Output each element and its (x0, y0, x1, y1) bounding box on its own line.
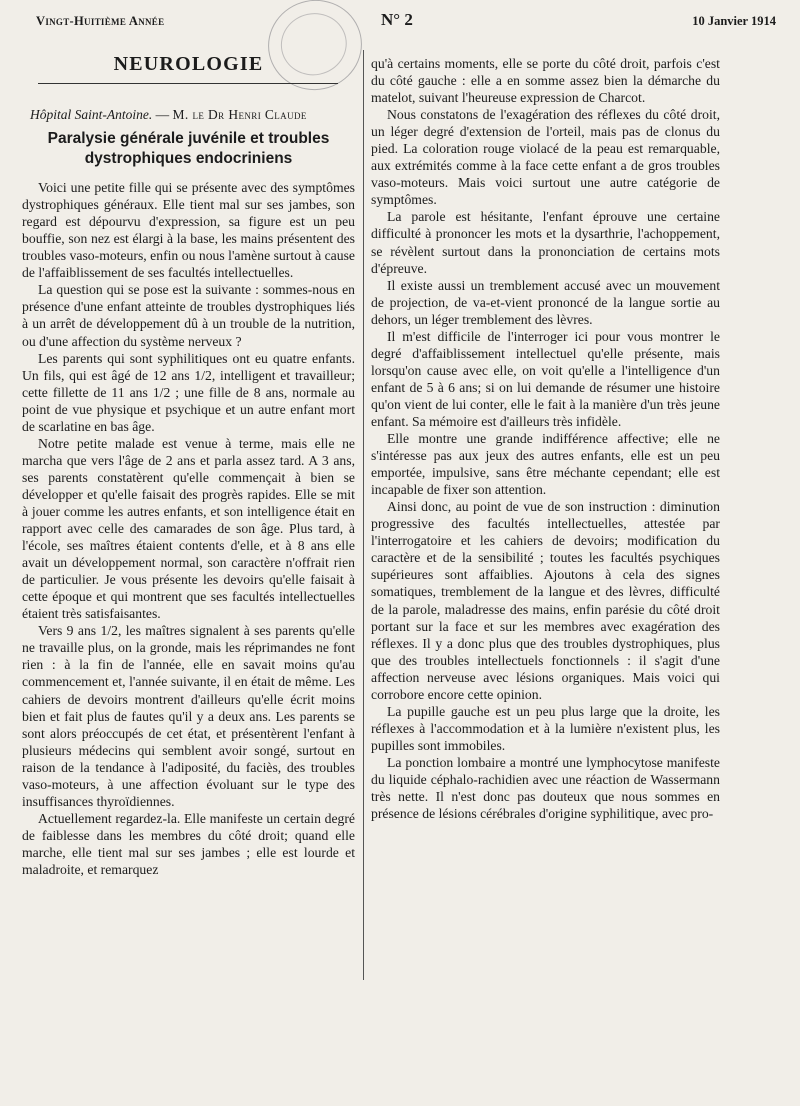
right-column (371, 55, 720, 1085)
issue-date: 10 Janvier 1914 (692, 14, 776, 28)
right-paragraph-3: La parole est hésitante, l'enfant éprouve une certaine difficulté à prononcer les mots et la dysarthrie, l'achoppement, se révèlent surtout dans la prononciation de certains mots d'épreuve. (371, 209, 720, 276)
section-title-rule (38, 83, 338, 84)
left-paragraph-4: Notre petite malade est venue à terme, mais elle ne marcha que vers l'âge de 2 ans et parla assez tard. A 3 ans, ses parents constatèrent qu'elle commençait à bien se développer et qu'elle faisait des progrès rapides. Elle se mit à jouer comme les autres enfants, et son intelligence était en rapport avec celle des camarades de son âge. Plus tard, à l'école, ses maîtres étaient contents d'elle, et à 8 ans elle avait un développement normal, son caractère n'offrait rien de particulier. Je vous présente les devoirs qu'elle faisait à cette époque et qui montrent que ses facultés intellectuelles étaient très satisfaisantes. (22, 435, 355, 622)
right-paragraph-6: Elle montre une grande indifférence affective; elle ne s'intéresse pas aux jeux des autres enfants, elle est un peu emportée, impulsive, sans être méchante cependant; elle est incapable de fixer son attention. (371, 431, 720, 498)
right-paragraph-2: Nous constatons de l'exagération des réflexes du côté droit, un léger degré d'extension de l'orteil, mais pas de clonus du pied. La coloration rouge violacé de la peau est remarquable, aux extrémités comme à la face cette enfant a de gros troubles vaso-moteurs. Mais voici surtout une autre catégorie de symptômes. (371, 107, 720, 208)
section-title: NEUROLOGIE (113, 53, 264, 75)
running-header (36, 10, 788, 32)
byline-author: M. le Dr Henri Claude (172, 107, 307, 123)
left-paragraph-5: Vers 9 ans 1/2, les maîtres signalent à ses parents qu'elle ne travaille plus, on la gronde, mais les réprimandes ne font rien : à la fin de l'année, elle en savait moins qu'au commencement et, l'année suivante, il en était de même. Les cahiers de devoirs montrent d'ailleurs qu'elle écrit moins bien et fait plus de fautes qu'il y a deux ans. Les parents se sont alors préoccupés de cet état, et présentèrent l'enfant à plusieurs médecins qui semblent avoir songé, surtout en raison de la tendance à l'adiposité, du faciès, des troubles vaso-moteurs, à une affection évoluant sur le type des insuffisances thyroïdiennes. (22, 623, 355, 809)
left-paragraph-1: Voici une petite fille qui se présente avec des symptômes dystrophiques généraux. Elle tient mal sur ses jambes, son regard est dépourvu d'expression, sa figure est un peu bouffie, son nez est élargi à la base, les mains présentent des troubles vaso-moteurs, enfin ou nous l'amène surtout à cause de l'affaiblissement de ses facultés intellectuelles. (22, 180, 355, 281)
issue-number: N° 2 (381, 10, 413, 29)
left-column (22, 50, 355, 1080)
right-paragraph-5: Il m'est difficile de l'interroger ici pour vous montrer le degré d'affaiblissement intellectuel qu'elle présente, mais lorsqu'on cause avec elle, on voit qu'elle a l'intelligence d'un enfant de 5 à 6 ans; si on lui demande de résumer une histoire qu'on vient de lui conter, elle le fait à la manière d'un très jeune enfant. Sa mémoire est d'ailleurs très infidèle. (371, 328, 720, 429)
byline-place: Hôpital Saint-Antoine. (30, 107, 153, 123)
left-paragraph-3: Les parents qui sont syphilitiques ont eu quatre enfants. Un fils, qui est âgé de 12 ans 1/2, intelligent et travailleur; cette fillette de 11 ans 1/2 ; une fille de 8 ans, normale au point de vue physique et psychique et un autre enfant mort de scarlatine en bas âge. (22, 350, 355, 434)
left-paragraph-6: Actuellement regardez-la. Elle manifeste un certain degré de faiblesse dans les membres du côté droit; quand elle marche, elle tient mal sur ses jambes ; elle est lourde et maladroite, et remarquez (22, 810, 355, 877)
article-title: Paralysie générale juvénile et troubles dystrophiques endocriniens (47, 130, 330, 168)
right-paragraph-4: Il existe aussi un tremblement accusé avec un mouvement de projection, de va-et-vient prononcé de la langue sortie au dehors, un léger tremblement des lèvres. (371, 277, 720, 327)
left-paragraph-2: La question qui se pose est la suivante : sommes-nous en présence d'une enfant atteinte de troubles dystrophiques liés à un arrêt de développement dû à un trouble de la nutrition, ou d'une affection du système nerveux ? (22, 282, 355, 349)
right-paragraph-8: La pupille gauche est un peu plus large que la droite, les réflexes à l'accommodation et à la lumière n'existent plus, les pupilles sont immobiles. (371, 703, 720, 753)
column-divider (363, 50, 364, 980)
byline-dash: — (155, 107, 170, 123)
right-paragraph-7: Ainsi donc, au point de vue de son instruction : diminution progressive des facultés intellectuelles, attestée par l'interrogatoire et les cahiers de devoirs; modification du caractère et de la sensibilité ; toutes les facultés psychiques supérieures sont affaiblies. Ajoutons à cela des signes somatiques, tremblement de la langue et des lèvres, difficulté de la parole, maladresse des mains, enfin parésie du côté droit portant sur la face et sur les membres avec exagération des réflexes. Il y a donc plus que des troubles dystrophiques, plus que des troubles intellectuels fonctionnels : il s'agit d'une affection nerveuse avec lésions organiques. Mais voici qui corrobore encore cette opinion. (371, 499, 720, 702)
right-paragraph-1: qu'à certains moments, elle se porte du côté droit, parfois c'est du côté gauche : elle a en somme assez bien la démarche du matelot, suivant l'heureuse expression de Charcot. (371, 56, 720, 106)
byline (22, 106, 355, 123)
right-paragraph-9: La ponction lombaire a montré une lymphocytose manifeste du liquide céphalo-rachidien avec une réaction de Wassermann très nette. Il n'est donc pas douteux que nous sommes en présence de lésions cérébrales d'origine syphilitique, avec pro- (371, 754, 720, 822)
volume-label: Vingt-Huitième Année (36, 14, 165, 28)
